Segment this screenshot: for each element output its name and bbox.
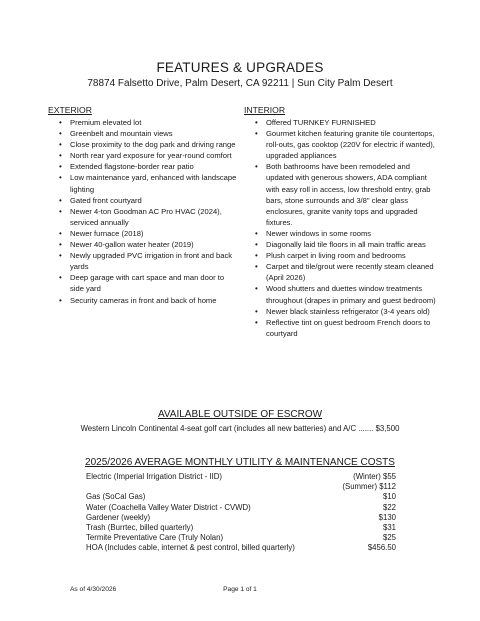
utility-label: Termite Preventative Care (Truly Nolan) <box>86 533 224 543</box>
utility-row <box>86 533 396 543</box>
list-item: • Newer furnace (2018) <box>48 228 238 239</box>
utilities-heading: 2025/2026 AVERAGE MONTHLY UTILITY & MAINTENANCE COSTS <box>85 457 395 468</box>
utility-amount: $10 <box>382 492 396 502</box>
list-item: • Premium elevated lot <box>48 117 238 128</box>
utility-row <box>86 543 396 553</box>
utility-amount: $31 <box>382 523 396 533</box>
utility-amount: (Summer) $112 <box>342 482 396 492</box>
utility-amount: $22 <box>382 502 396 512</box>
utility-amount: $456.50 <box>367 543 396 553</box>
utility-row <box>86 472 396 482</box>
list-item: • Offered TURNKEY FURNISHED <box>244 117 436 128</box>
as-of-date: As of 4/30/2026 <box>70 586 117 593</box>
list-item: • Diagonally laid tile floors in all main traffic areas <box>244 239 436 250</box>
list-item: • Carpet and tile/grout were recently steam cleaned (April 2026) <box>244 261 436 283</box>
page-title: FEATURES & UPGRADES <box>156 60 324 75</box>
list-item: • Reflective tint on guest bedroom French doors to courtyard <box>244 317 436 339</box>
utility-row <box>86 482 396 492</box>
list-item: • Deep garage with cart space and man door to side yard <box>48 272 238 294</box>
golf-cart-line: Western Lincoln Continental 4-seat golf cart (includes all new batteries) and A/C ....... $3,500 <box>80 424 400 433</box>
utility-label: Gas (SoCal Gas) <box>86 492 146 502</box>
escrow-heading: AVAILABLE OUTSIDE OF ESCROW <box>157 409 323 420</box>
utilities-table <box>86 472 396 554</box>
list-item: • Newer 40-gallon water heater (2019) <box>48 239 238 250</box>
list-item: • Both bathrooms have been remodeled and updated with generous showers, ADA compliant with easy roll in access, low threshold entry, grab bars, stone surrounds and 3/8" clear glass enclosures, granite vanity tops and upgraded fixtures. <box>244 161 436 228</box>
utility-label: Electric (Imperial Irrigation District - IID) <box>86 472 223 481</box>
list-item: • Newer black stainless refrigerator (3-4 years old) <box>244 306 436 317</box>
property-address: 78874 Falsetto Drive, Palm Desert, CA 92211 | Sun City Palm Desert <box>87 78 393 89</box>
list-item: • Security cameras in front and back of home <box>48 295 238 306</box>
list-item: • Plush carpet in living room and bedrooms <box>244 250 436 261</box>
exterior-heading: EXTERIOR <box>48 105 92 115</box>
interior-column <box>244 105 436 339</box>
utility-label: Gardener (weekly) <box>86 512 151 522</box>
list-item: • Newer windows in some rooms <box>244 228 436 239</box>
list-item: • Wood shutters and duettes window treatments throughout (drapes in primary and guest bedroom) <box>244 283 436 305</box>
utility-amount: $130 <box>378 512 396 522</box>
utility-row <box>86 492 396 502</box>
list-item: • Gourmet kitchen featuring granite tile countertops, roll-outs, gas cooktop (220V for electric if wanted), upgraded appliances <box>244 128 436 161</box>
utility-row <box>86 503 396 513</box>
interior-list <box>244 117 436 339</box>
page-number: Page 1 of 1 <box>223 586 257 593</box>
list-item: • Newer 4-ton Goodman AC Pro HVAC (2024), serviced annually <box>48 206 238 228</box>
list-item: • Low maintenance yard, enhanced with landscape lighting <box>48 172 238 194</box>
utility-label: Water (Coachella Valley Water District - CVWD) <box>86 502 251 512</box>
list-item: • North rear yard exposure for year-round comfort <box>48 150 238 161</box>
utility-amount: (Winter) $55 <box>353 472 396 481</box>
interior-heading: INTERIOR <box>244 105 286 115</box>
list-item: • Extended flagstone-border rear patio <box>48 161 238 172</box>
utility-label: Trash (Burrtec, billed quarterly) <box>86 523 194 533</box>
exterior-list <box>48 117 238 306</box>
list-item: • Close proximity to the dog park and driving range <box>48 139 238 150</box>
list-item: • Greenbelt and mountain views <box>48 128 238 139</box>
utility-amount: $25 <box>382 533 396 543</box>
exterior-column <box>48 105 238 306</box>
utility-label: HOA (Includes cable, internet & pest control, billed quarterly) <box>86 543 295 553</box>
list-item: • Gated front courtyard <box>48 195 238 206</box>
utility-row <box>86 523 396 533</box>
utility-row <box>86 513 396 523</box>
list-item: • Newly upgraded PVC irrigation in front and back yards <box>48 250 238 272</box>
